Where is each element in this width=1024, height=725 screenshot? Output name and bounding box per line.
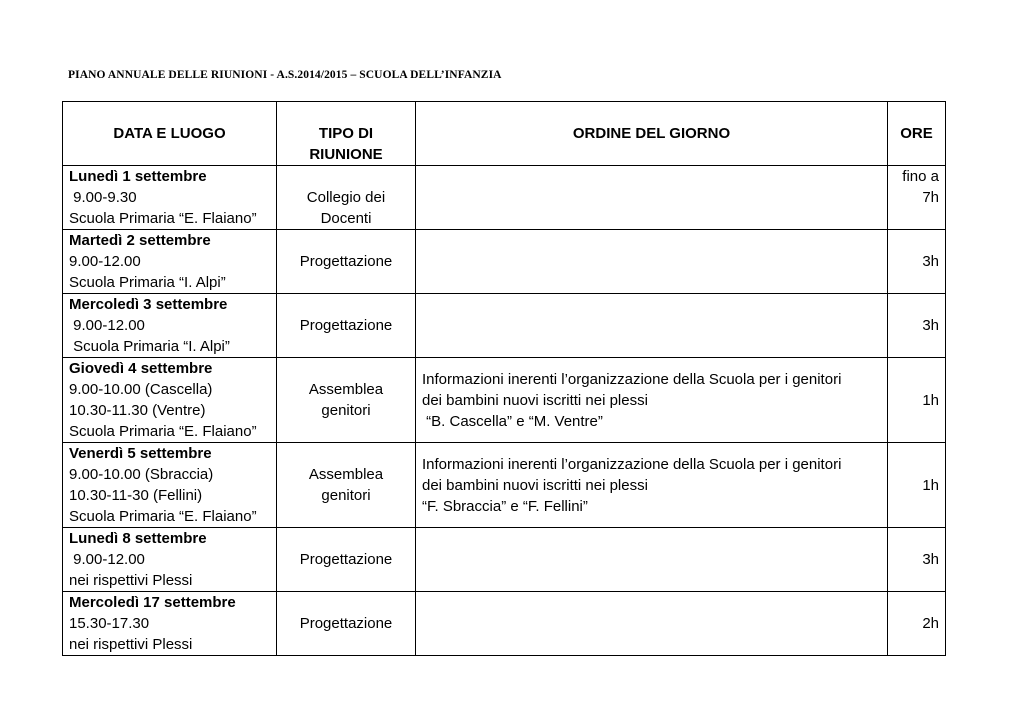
meeting-time: 15.30-17.30 (69, 615, 150, 632)
meeting-place: nei rispettivi Plessi (69, 572, 193, 589)
date-place-cell (63, 358, 277, 443)
hours-cell: 3h (888, 528, 946, 592)
agenda-line: Informazioni inerenti l’organizzazione della Scuola per i genitori (422, 370, 842, 388)
document-title: PIANO ANNUALE DELLE RIUNIONI - A.S.2014/2015 – SCUOLA DELL’INFANZIA (68, 69, 502, 81)
meeting-day: Mercoledì 3 settembre (69, 296, 228, 313)
meeting-type-cell (277, 166, 416, 230)
meeting-type-line: Docenti (320, 210, 372, 227)
table-row (63, 294, 946, 358)
meeting-time: 9.00-10.00 (Cascella) (69, 381, 213, 398)
header-type: TIPO DI RIUNIONE (277, 102, 416, 166)
meeting-time: 9.00-9.30 (69, 189, 137, 206)
meeting-type-line: genitori (321, 402, 371, 419)
hours-cell: 2h (888, 592, 946, 656)
agenda-line: “F. Sbraccia” e “F. Fellini” (422, 497, 588, 515)
agenda-cell (416, 294, 888, 358)
hours-cell: 3h (888, 294, 946, 358)
meeting-place: Scuola Primaria “E. Flaiano” (69, 423, 257, 440)
meeting-time: 10.30-11-30 (Fellini) (69, 487, 203, 504)
table-row (63, 592, 946, 656)
agenda-line: dei bambini nuovi iscritti nei plessi (422, 476, 648, 494)
meetings-table (62, 101, 946, 656)
meeting-day: Venerdì 5 settembre (69, 445, 212, 462)
meeting-time: 10.30-11.30 (Ventre) (69, 402, 206, 419)
table-row (63, 358, 946, 443)
meeting-type-line: Assemblea (308, 381, 384, 398)
meeting-day: Giovedì 4 settembre (69, 360, 213, 377)
meeting-place: Scuola Primaria “I. Alpi” (69, 274, 226, 291)
hours-cell: 1h (888, 358, 946, 443)
meeting-time: 9.00-10.00 (Sbraccia) (69, 466, 214, 483)
hours-line: 7h (922, 189, 939, 206)
meeting-type-cell: Progettazione (277, 528, 416, 592)
agenda-cell (416, 358, 888, 443)
meeting-day: Lunedì 1 settembre (69, 168, 207, 185)
meeting-type-cell: Progettazione (277, 294, 416, 358)
agenda-line: dei bambini nuovi iscritti nei plessi (422, 391, 648, 409)
date-place-cell (63, 294, 277, 358)
agenda-cell (416, 528, 888, 592)
agenda-cell (416, 443, 888, 528)
meeting-type-cell (277, 443, 416, 528)
header-hours: ORE (888, 102, 946, 166)
hours-line: fino a (902, 168, 939, 185)
meeting-type-cell: Progettazione (277, 592, 416, 656)
table-row (63, 166, 946, 230)
date-place-cell (63, 230, 277, 294)
date-place-cell (63, 443, 277, 528)
meeting-type-line: Assemblea (308, 466, 384, 483)
hours-cell (888, 166, 946, 230)
meeting-type-cell: Progettazione (277, 230, 416, 294)
table-row (63, 443, 946, 528)
agenda-cell (416, 230, 888, 294)
meeting-type-line: genitori (321, 487, 371, 504)
meeting-place: Scuola Primaria “E. Flaiano” (69, 210, 257, 227)
agenda-cell (416, 166, 888, 230)
meeting-place: nei rispettivi Plessi (69, 636, 193, 653)
meeting-place: Scuola Primaria “I. Alpi” (69, 338, 230, 355)
meeting-day: Mercoledì 17 settembre (69, 594, 236, 611)
meeting-time: 9.00-12.00 (69, 317, 145, 334)
meeting-time: 9.00-12.00 (69, 551, 145, 568)
hours-cell: 1h (888, 443, 946, 528)
hours-cell: 3h (888, 230, 946, 294)
meeting-place: Scuola Primaria “E. Flaiano” (69, 508, 257, 525)
date-place-cell (63, 592, 277, 656)
table-row (63, 528, 946, 592)
table-row (63, 230, 946, 294)
meeting-day: Lunedì 8 settembre (69, 530, 207, 547)
header-date-place: DATA E LUOGO (63, 102, 277, 166)
date-place-cell (63, 166, 277, 230)
date-place-cell (63, 528, 277, 592)
meeting-type-cell (277, 358, 416, 443)
table-header-row (63, 102, 946, 166)
header-agenda: ORDINE DEL GIORNO (416, 102, 888, 166)
agenda-line: Informazioni inerenti l’organizzazione della Scuola per i genitori (422, 455, 842, 473)
meeting-day: Martedì 2 settembre (69, 232, 211, 249)
meeting-type-line: Collegio dei (306, 189, 386, 206)
agenda-cell (416, 592, 888, 656)
agenda-line: “B. Cascella” e “M. Ventre” (422, 412, 603, 430)
meeting-time: 9.00-12.00 (69, 253, 141, 270)
